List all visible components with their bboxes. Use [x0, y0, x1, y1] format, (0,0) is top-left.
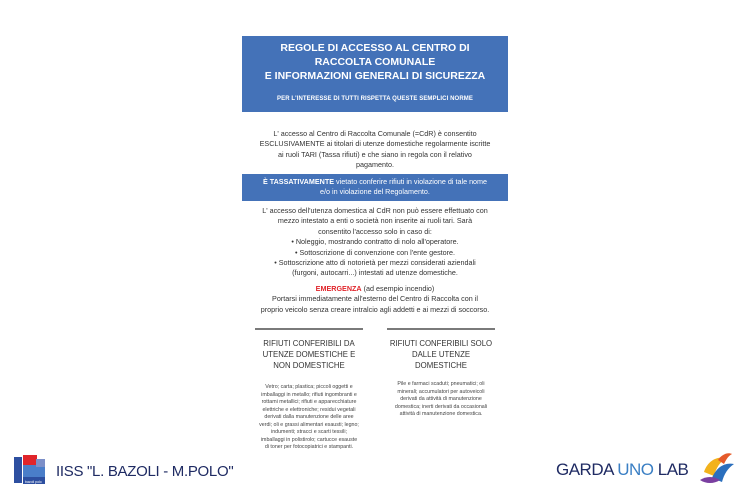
emergency-paragraph: [242, 284, 508, 315]
column-line: derivati dalla manutenzione delle aree: [264, 414, 354, 420]
column-line: minerali; accumulatori per autoveicoli: [397, 388, 485, 395]
column-line: verdi; oli e grassi alimentari esausti; legno;: [259, 421, 359, 428]
column-line: indumenti; stracci e scarti tessili;: [271, 429, 347, 435]
prohibition-line: [242, 177, 508, 187]
heading-line: RIFIUTI CONFERIBILI DA: [263, 339, 355, 348]
school-logo-text: bazoli polo: [25, 480, 42, 484]
utenza-line: (furgoni, autocarri...) intestati ad utenze domestiche.: [292, 268, 458, 278]
access-line: pagamento.: [356, 160, 394, 170]
heading-line: UTENZE DOMESTICHE E: [262, 350, 356, 359]
brand-part-uno: UNO: [617, 460, 654, 479]
column-line: rottami metallici; rifiuti e apparecchiature: [261, 399, 357, 405]
column-line: Pile e farmaci scaduti; pneumatici; oli: [397, 381, 485, 387]
heading-line: NON DOMESTICHE: [273, 361, 345, 370]
utenza-paragraph: [242, 206, 508, 279]
access-line: L' accesso al Centro di Raccolta Comunale (=CdR) è consentito: [273, 129, 477, 138]
emergency-note: (ad esempio incendio): [361, 284, 435, 293]
emergency-line: Portarsi immediatamente all'esterno del Centro di Raccolta con il: [272, 294, 478, 304]
utenza-line: mezzo intestato a enti o società non inserite ai ruoli tari. Sarà: [277, 216, 473, 226]
poster-title-line: RACCOLTA COMUNALE: [314, 56, 436, 68]
utenza-line: L' accesso dell'utenza domestica al CdR non può essere effettuato con: [262, 206, 488, 215]
poster-title-line: E INFORMAZIONI GENERALI DI SICUREZZA: [264, 70, 486, 82]
right-column-heading: [381, 338, 501, 371]
column-line: domestica; inerti derivati da occasionali: [394, 403, 488, 410]
emergency-line: proprio veicolo senza creare intralcio agli addetti e ai mezzi di soccorso.: [260, 304, 490, 314]
heading-line: DOMESTICHE: [415, 361, 467, 370]
left-column-text: [255, 384, 363, 452]
utenza-bullet: • Sottoscrizione di convenzione con l'ente gestore.: [294, 247, 456, 257]
poster-subtitle: PER L'INTERESSE DI TUTTI RISPETTA QUESTE SEMPLICI NORME: [277, 96, 473, 102]
column-line: di toner per fotocopiatrici e stampanti.: [264, 444, 354, 450]
garda-uno-lab-logo-icon: [698, 450, 738, 486]
utenza-bullet: • Sottoscrizione atto di notorietà per mezzi considerati aziendali: [274, 258, 476, 268]
brand-part-garda: GARDA: [556, 460, 618, 479]
column-line: derivati da attività di manutenzione: [400, 396, 482, 402]
prohibition-line-2: e/o in violazione del Regolamento.: [320, 187, 430, 197]
school-name: IISS "L. BAZOLI - M.POLO": [56, 463, 234, 480]
left-column-heading: [249, 338, 369, 371]
column-line: attività di manutenzione domestica.: [399, 411, 483, 417]
column-line: imballaggi in metallo; rifiuti ingombranti e: [261, 391, 357, 398]
emergency-word: EMERGENZA: [315, 284, 362, 293]
prohibition-rest: vietato conferire rifiuti in violazione di tale nome: [334, 177, 488, 186]
prohibition-band: [242, 174, 508, 201]
poster-header: [242, 36, 508, 112]
utenza-line: consentito l'accesso solo in caso di:: [318, 226, 432, 236]
brand-part-lab: LAB: [653, 460, 689, 479]
school-logo-icon: [14, 455, 46, 485]
access-line: ESCLUSIVAMENTE ai titolari di utenze domestiche regolarmente iscritte: [259, 139, 491, 149]
access-paragraph: [242, 129, 508, 171]
poster-title: [242, 36, 508, 83]
utenza-bullet: • Noleggio, mostrando contratto di nolo all'operatore.: [291, 237, 459, 247]
brand-name: [556, 460, 688, 480]
left-column-divider: [255, 328, 363, 330]
emergency-heading: [242, 284, 508, 294]
right-column-text: [387, 381, 495, 419]
prohibition-bold: È TASSATIVAMENTE: [262, 177, 335, 186]
poster-title-line: REGOLE DI ACCESSO AL CENTRO DI: [280, 42, 470, 54]
heading-line: DALLE UTENZE: [411, 350, 471, 359]
right-column-divider: [387, 328, 495, 330]
column-line: Vetro; carta; plastica; piccoli oggetti e: [265, 384, 353, 390]
access-line: ai ruoli TARI (Tassa rifiuti) e che siano in regola con il relativo: [278, 149, 472, 159]
heading-line: RIFIUTI CONFERIBILI SOLO: [389, 339, 493, 348]
column-line: elettriche e elettroniche; residui vegetali: [262, 406, 356, 413]
column-line: imballaggi in polistirolo; cartucce esauste: [260, 436, 358, 443]
